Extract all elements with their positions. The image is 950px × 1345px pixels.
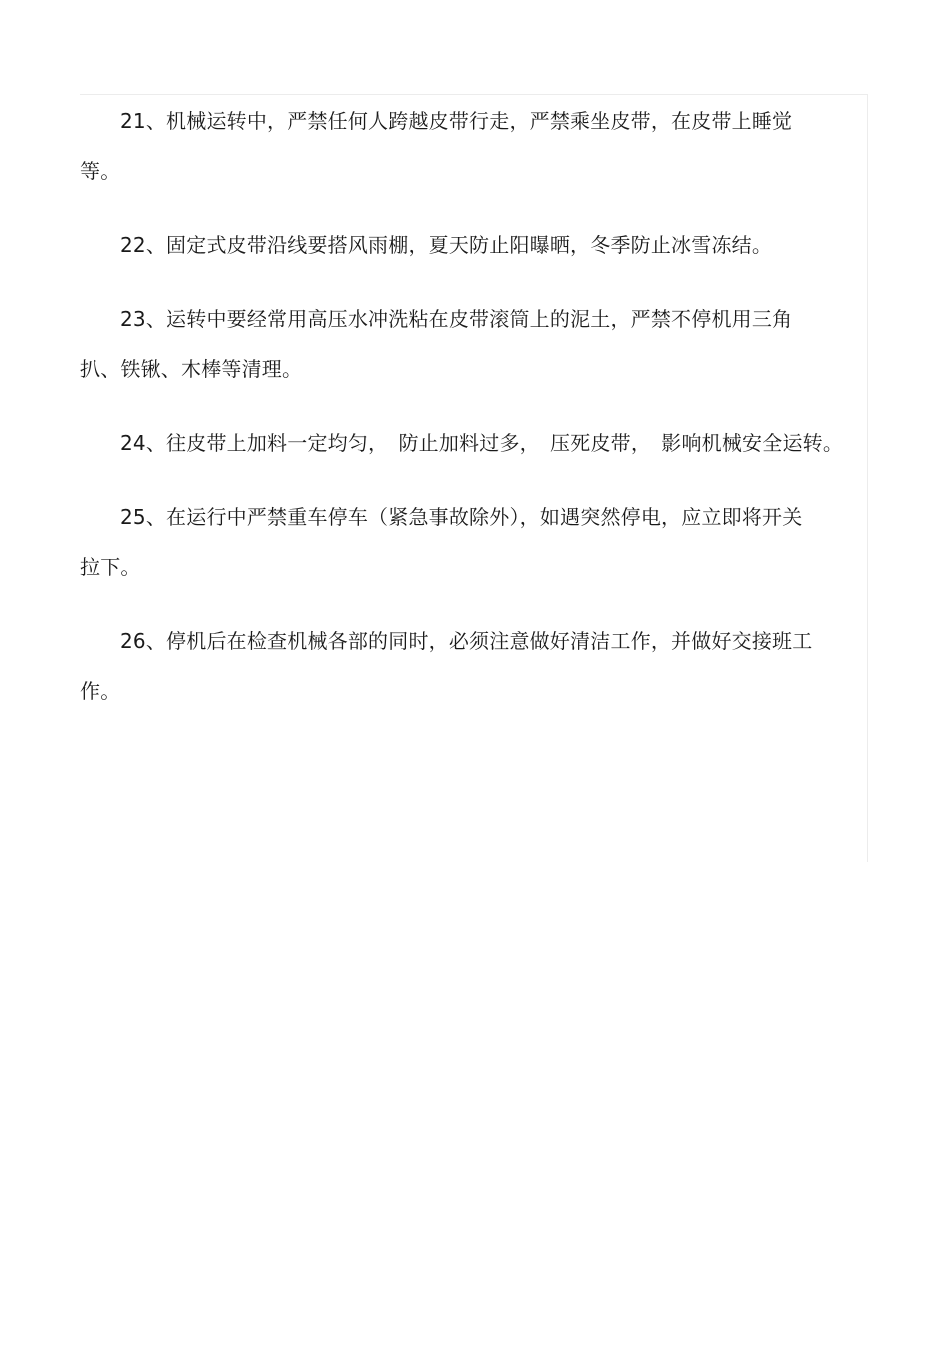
rule-item-23: 23、运转中要经常用高压水冲洗粘在皮带滚筒上的泥土，严禁不停机用三角扒、铁锹、木棒等清理。 [80, 307, 793, 381]
rule-item-26: 26、停机后在检查机械各部的同时，必须注意做好清洁工作，并做好交接班工作。 [80, 629, 813, 703]
rule-item-24: 24、往皮带上加料一定均匀， 防止加料过多， 压死皮带， 影响机械安全运转。 [120, 431, 844, 455]
rule-item-22: 22、固定式皮带沿线要搭风雨棚，夏天防止阳曝晒，冬季防止冰雪冻结。 [120, 233, 773, 257]
rule-item-25: 25、在运行中严禁重车停车（紧急事故除外），如遇突然停电，应立即将开关拉下。 [80, 505, 803, 579]
document-body [80, 96, 860, 716]
rule-item-21: 21、机械运转中，严禁任何人跨越皮带行走，严禁乘坐皮带，在皮带上睡觉等。 [80, 109, 793, 183]
